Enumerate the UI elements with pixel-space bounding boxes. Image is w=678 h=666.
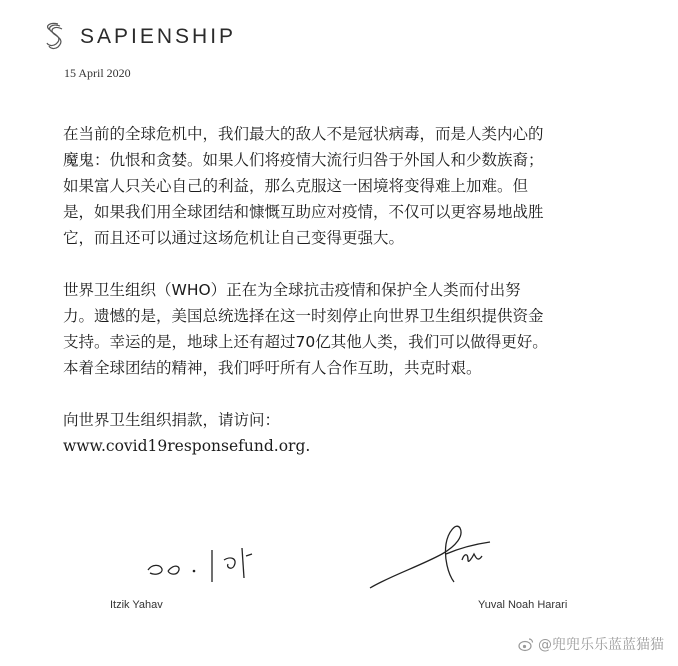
donation-url[interactable]: www.covid19responsefund.org. (63, 437, 311, 455)
letter-body (63, 121, 643, 459)
paragraph-2 (63, 277, 643, 381)
donation-paragraph (63, 407, 643, 459)
logo-wordmark: SAPIENSHIP (80, 25, 237, 48)
handwritten-signature-left (130, 538, 280, 588)
watermark-text: @兜兜乐乐蓝蓝猫猫 (538, 637, 664, 653)
weibo-watermark (518, 634, 664, 654)
donate-text: 向世界卫生组织捐款，请访问： (63, 411, 281, 429)
text-line: 它，而且还可以通过这场危机让自己变得更强大。 (63, 229, 405, 247)
letter-date: 15 April 2020 (64, 66, 131, 80)
text-line: 在当前的全球危机中，我们最大的敌人不是冠状病毒，而是人类内心的 (63, 125, 544, 143)
signature-itzik-yahav (130, 538, 280, 588)
paragraph-1 (63, 121, 643, 251)
signatory-name-right: Yuval Noah Harari (478, 599, 568, 611)
text-line: 世界卫生组织（WHO）正在为全球抗击疫情和保护全人类而付出努 (63, 281, 521, 299)
text-line: 力。遗憾的是，美国总统选择在这一时刻停止向世界卫生组织提供资金 (63, 307, 544, 325)
signatory-name-left: Itzik Yahav (110, 599, 163, 611)
weibo-icon (518, 636, 534, 652)
sapienship-logo-icon (44, 22, 66, 52)
text-line: 支持。幸运的是，地球上还有超过70亿其他人类，我们可以做得更好。 (63, 333, 548, 351)
text-line: 如果富人只关心自己的利益，那么克服这一困境将变得难上加难。但 (63, 177, 529, 195)
handwritten-signature-right (360, 518, 510, 598)
text-line: 本着全球团结的精神，我们呼吁所有人合作互助，共克时艰。 (63, 359, 482, 377)
text-line: 魔鬼：仇恨和贪婪。如果人们将疫情大流行归咎于外国人和少数族裔； (63, 151, 544, 169)
sapienship-logo (44, 22, 236, 52)
text-line: 是，如果我们用全球团结和慷慨互助应对疫情，不仅可以更容易地战胜 (63, 203, 544, 221)
signature-yuval-noah-harari (360, 518, 510, 598)
